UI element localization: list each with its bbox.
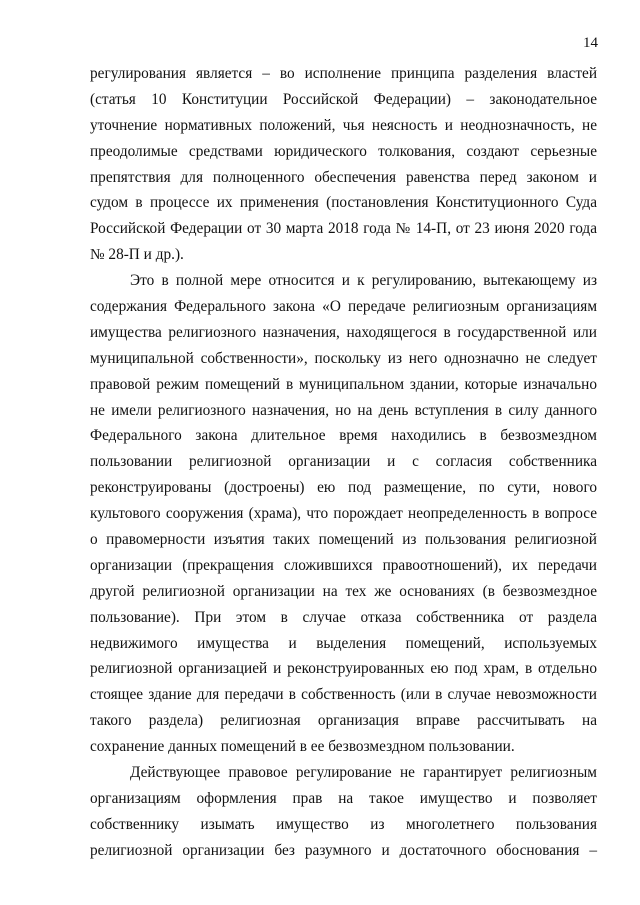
document-body <box>90 61 597 864</box>
text-line: Федерального закона длительное время находились в безвозмездном <box>90 427 597 445</box>
text-line: (статья 10 Конституции Российской Федерации) – законодательное <box>90 90 597 108</box>
text-line: регулирования является – во исполнение принципа разделения властей <box>90 65 597 82</box>
text-line: муниципальной собственности», поскольку из него однозначно не следует <box>90 349 597 367</box>
text-line: реконструированы (достроены) ею под размещение, по сути, нового <box>90 479 597 497</box>
text-line: уточнение нормативных положений, чья неясность и неоднозначность, не <box>90 116 597 134</box>
text-line: Российской Федерации от 30 марта 2018 года № 14-П, от 23 июня 2020 года <box>90 220 597 238</box>
text-line: недвижимого имущества и выделения помещений, используемых <box>90 634 597 652</box>
text-line: организациям оформления прав на такое имущество и позволяет <box>90 789 597 807</box>
page-number: 14 <box>583 35 598 51</box>
text-line: препятствия для полноценного обеспечения равенства перед законом и <box>90 168 597 186</box>
text-line: сохранение данных помещений в ее безвозмездном пользовании. <box>90 738 515 756</box>
text-line: пользование). При этом в случае отказа собственника от раздела <box>90 608 597 626</box>
paragraph-1 <box>90 61 597 268</box>
text-line: содержания Федерального закона «О передаче религиозным организациям <box>90 298 597 316</box>
text-line: Это в полной мере относится и к регулированию, вытекающему из <box>130 272 597 290</box>
paragraph-2 <box>90 268 597 760</box>
text-line: культового сооружения (храма), что порождает неопределенность в вопросе <box>90 505 597 523</box>
text-line: религиозной организацией и реконструированных ею под храм, в отдельно <box>90 660 597 678</box>
text-line: пользовании религиозной организации и с согласия собственника <box>90 453 597 471</box>
paragraph-3 <box>90 760 597 864</box>
text-line: организации (прекращения сложившихся правоотношений), их передачи <box>90 556 597 574</box>
text-line: другой религиозной организации на тех же основаниях (в безвозмездное <box>90 582 597 600</box>
text-line: Действующее правовое регулирование не гарантирует религиозным <box>130 764 597 782</box>
text-line: такого раздела) религиозная организация вправе рассчитывать на <box>90 712 597 730</box>
text-line: религиозной организации без разумного и достаточного обоснования – <box>90 841 597 859</box>
text-line: правовой режим помещений в муниципальном здании, которые изначально <box>90 375 597 393</box>
text-line: имущества религиозного назначения, находящегося в государственной или <box>90 323 597 341</box>
text-line: № 28-П и др.). <box>90 246 184 264</box>
text-line: не имели религиозного назначения, но на день вступления в силу данного <box>90 401 597 419</box>
text-line: стоящее здание для передачи в собственность (или в случае невозможности <box>90 686 597 704</box>
text-line: о правомерности изъятия таких помещений из пользования религиозной <box>90 531 597 549</box>
text-line: судом в процессе их применения (постановления Конституционного Суда <box>90 194 597 212</box>
text-line: преодолимые средствами юридического толкования, создают серьезные <box>90 142 597 160</box>
text-line: собственнику изымать имущество из многолетнего пользования <box>90 815 597 833</box>
